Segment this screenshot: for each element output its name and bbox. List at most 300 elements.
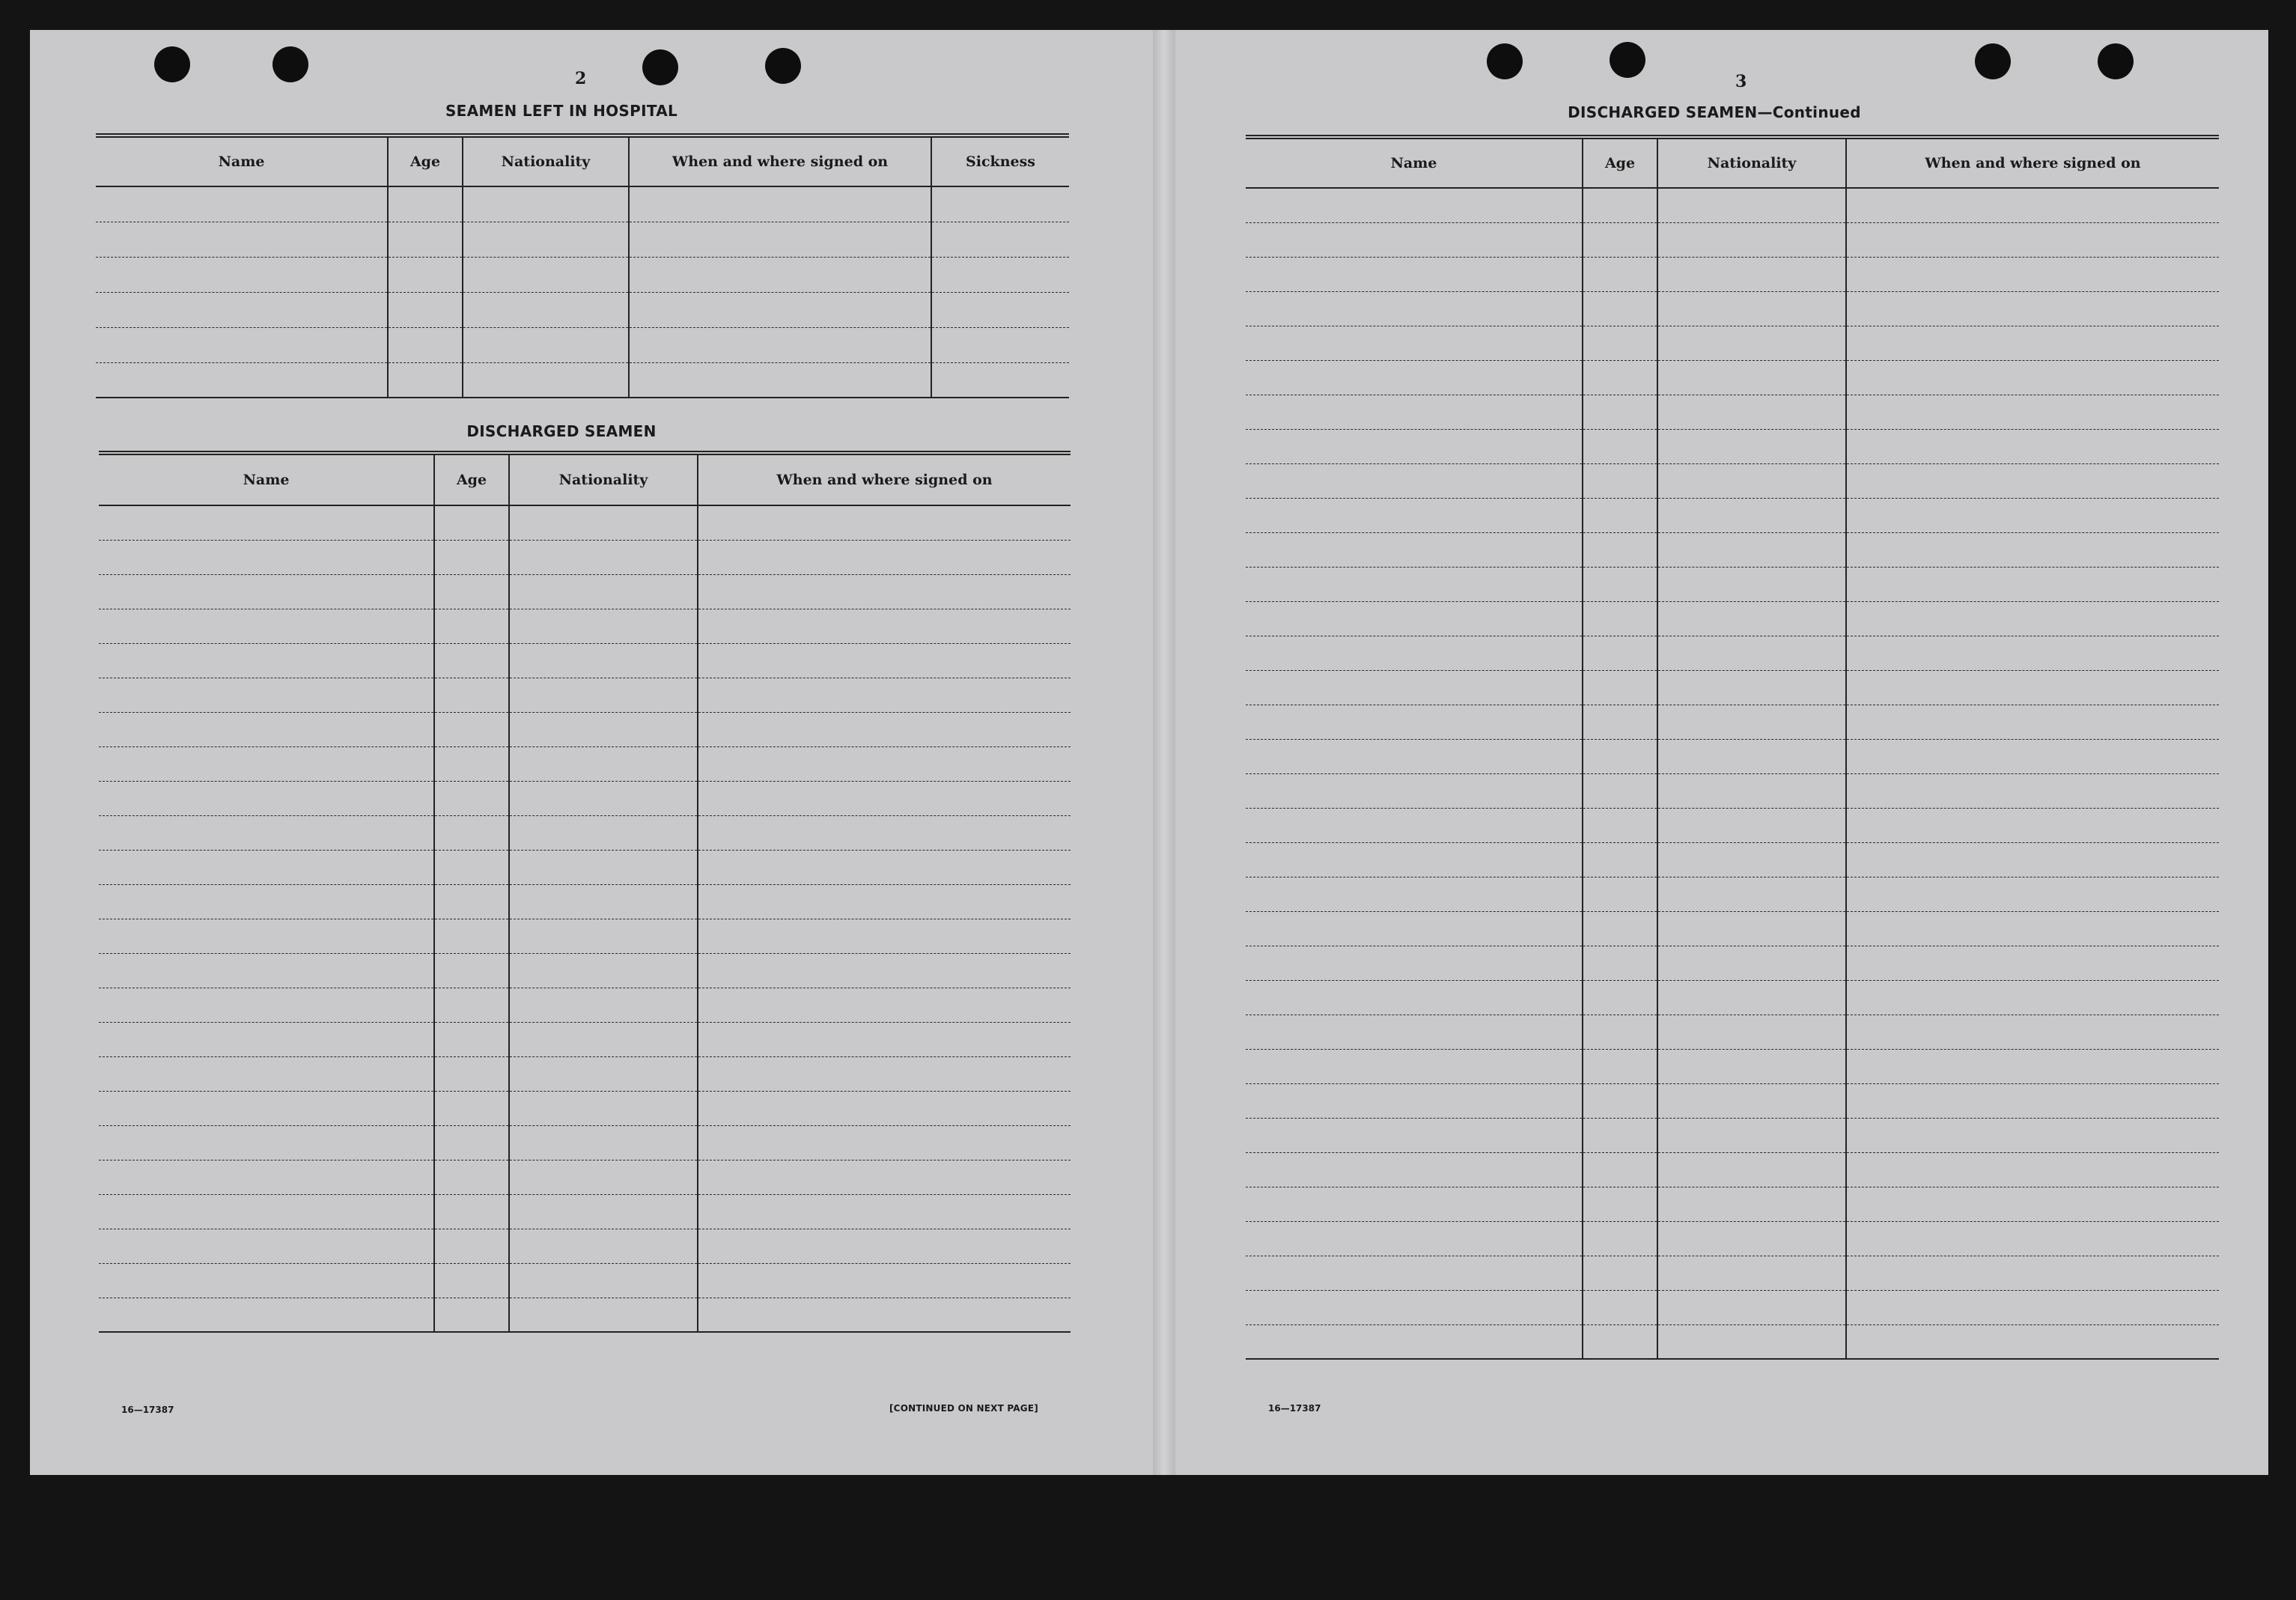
table-cell xyxy=(698,988,1071,1022)
table-cell xyxy=(1657,1290,1846,1324)
table-row xyxy=(99,1125,1071,1160)
table-cell xyxy=(1246,395,1583,429)
table-cell xyxy=(1846,1152,2219,1187)
table-cell xyxy=(1246,222,1583,257)
table-cell xyxy=(1846,429,2219,463)
table-cell xyxy=(509,1091,698,1125)
table-cell xyxy=(99,643,434,678)
table-cell xyxy=(931,362,1069,398)
table-cell xyxy=(1846,1015,2219,1049)
table-cell xyxy=(1246,1015,1583,1049)
table-cell xyxy=(1846,739,2219,773)
table-cell xyxy=(99,781,434,815)
table-cell xyxy=(434,988,509,1022)
table-cell xyxy=(99,1194,434,1229)
right-page xyxy=(1175,30,2268,1475)
punch-hole-icon xyxy=(642,49,678,85)
table-cell xyxy=(99,574,434,609)
table-cell xyxy=(1246,877,1583,911)
table-cell xyxy=(1846,1118,2219,1152)
table-cell xyxy=(1583,429,1657,463)
table-cell xyxy=(99,1091,434,1125)
table-row xyxy=(99,540,1071,574)
table-cell xyxy=(1657,429,1846,463)
table-cell xyxy=(1657,946,1846,980)
table-cell xyxy=(1846,1324,2219,1359)
column-header-nationality: Nationality xyxy=(463,136,629,186)
table-cell xyxy=(931,257,1069,292)
table-cell xyxy=(509,1125,698,1160)
table-cell xyxy=(1657,739,1846,773)
table-cell xyxy=(1583,188,1657,222)
table-cell xyxy=(1583,1221,1657,1256)
table-row xyxy=(96,362,1069,398)
scanned-document xyxy=(30,30,2268,1475)
table-cell xyxy=(1846,532,2219,567)
table-cell xyxy=(1246,773,1583,808)
table-cell xyxy=(1657,705,1846,739)
table-row xyxy=(99,953,1071,988)
table-cell xyxy=(388,186,463,222)
table-cell xyxy=(1846,980,2219,1015)
table-cell xyxy=(1846,498,2219,532)
discharged-table xyxy=(99,451,1071,1333)
table-cell xyxy=(1583,808,1657,842)
table-cell xyxy=(698,1056,1071,1091)
table-row xyxy=(99,1298,1071,1332)
table-cell xyxy=(434,1022,509,1056)
table-cell xyxy=(1846,911,2219,946)
table-cell xyxy=(931,186,1069,222)
table-cell xyxy=(931,292,1069,327)
table-row xyxy=(96,186,1069,222)
table-cell xyxy=(1583,1187,1657,1221)
table-row xyxy=(99,1022,1071,1056)
table-cell xyxy=(509,1298,698,1332)
table-cell xyxy=(1246,1152,1583,1187)
table-cell xyxy=(1846,1049,2219,1083)
table-cell xyxy=(509,643,698,678)
table-cell xyxy=(1583,842,1657,877)
column-header-age: Age xyxy=(434,453,509,505)
table-cell xyxy=(434,884,509,919)
table-cell xyxy=(1846,705,2219,739)
table-cell xyxy=(1583,1118,1657,1152)
table-row xyxy=(99,505,1071,540)
table-cell xyxy=(1846,1256,2219,1290)
table-cell xyxy=(1246,188,1583,222)
table-cell xyxy=(434,712,509,746)
table-cell xyxy=(1846,188,2219,222)
table-row xyxy=(99,574,1071,609)
table-row xyxy=(1246,1083,2219,1118)
table-cell xyxy=(1846,326,2219,360)
table-row xyxy=(99,1091,1071,1125)
table-cell xyxy=(1583,291,1657,326)
table-cell xyxy=(99,1160,434,1194)
table-cell xyxy=(434,678,509,712)
table-cell xyxy=(698,609,1071,643)
punch-hole-icon xyxy=(154,46,190,82)
table-cell xyxy=(1583,739,1657,773)
table-cell xyxy=(698,953,1071,988)
table-cell xyxy=(1657,1015,1846,1049)
table-cell xyxy=(698,574,1071,609)
table-cell xyxy=(1246,532,1583,567)
table-cell xyxy=(509,1160,698,1194)
table-cell xyxy=(509,678,698,712)
table-row xyxy=(1246,188,2219,222)
table-cell xyxy=(509,1263,698,1298)
table-cell xyxy=(1846,842,2219,877)
table-cell xyxy=(1657,601,1846,636)
table-cell xyxy=(698,1160,1071,1194)
table-cell xyxy=(99,678,434,712)
table-row xyxy=(99,781,1071,815)
table-cell xyxy=(1583,601,1657,636)
table-row xyxy=(1246,463,2219,498)
table-cell xyxy=(99,919,434,953)
table-cell xyxy=(434,919,509,953)
table-row xyxy=(1246,1256,2219,1290)
table-cell xyxy=(388,222,463,257)
table-cell xyxy=(1246,326,1583,360)
table-cell xyxy=(1846,601,2219,636)
table-row xyxy=(96,327,1069,362)
table-cell xyxy=(1657,360,1846,395)
table-row xyxy=(99,850,1071,884)
column-header-nationality: Nationality xyxy=(509,453,698,505)
table-cell xyxy=(434,505,509,540)
table-cell xyxy=(698,1229,1071,1263)
table-cell xyxy=(1246,842,1583,877)
table-cell xyxy=(1246,601,1583,636)
continued-note: [CONTINUED ON NEXT PAGE] xyxy=(889,1403,1038,1414)
table-cell xyxy=(1583,946,1657,980)
table-cell xyxy=(96,186,388,222)
table-row xyxy=(96,292,1069,327)
table-cell xyxy=(388,362,463,398)
table-row xyxy=(1246,636,2219,670)
table-row xyxy=(1246,842,2219,877)
discharged-continued-table xyxy=(1246,135,2219,1360)
table-cell xyxy=(1583,1290,1657,1324)
table-cell xyxy=(698,1298,1071,1332)
table-row xyxy=(99,1056,1071,1091)
table-cell xyxy=(1657,1118,1846,1152)
table-cell xyxy=(1583,705,1657,739)
table-cell xyxy=(1657,670,1846,705)
table-cell xyxy=(1846,1083,2219,1118)
table-cell xyxy=(509,781,698,815)
table-row xyxy=(1246,705,2219,739)
table-cell xyxy=(509,815,698,850)
table-cell xyxy=(99,1263,434,1298)
table-row xyxy=(1246,808,2219,842)
table-cell xyxy=(1657,808,1846,842)
table-row xyxy=(1246,498,2219,532)
table-cell xyxy=(1246,670,1583,705)
table-row xyxy=(99,746,1071,781)
table-cell xyxy=(1246,1049,1583,1083)
table-row xyxy=(96,257,1069,292)
table-cell xyxy=(434,609,509,643)
table-row xyxy=(99,988,1071,1022)
table-cell xyxy=(1846,257,2219,291)
table-cell xyxy=(698,1194,1071,1229)
table-row xyxy=(1246,291,2219,326)
table-cell xyxy=(698,505,1071,540)
table-cell xyxy=(1657,1221,1846,1256)
table-cell xyxy=(1657,1049,1846,1083)
column-header-age: Age xyxy=(388,136,463,186)
table-cell xyxy=(96,222,388,257)
punch-hole-icon xyxy=(1487,43,1523,79)
table-cell xyxy=(509,1229,698,1263)
table-cell xyxy=(1246,429,1583,463)
table-cell xyxy=(1246,1118,1583,1152)
page-number: 3 xyxy=(1735,72,1747,91)
table-cell xyxy=(1246,980,1583,1015)
table-cell xyxy=(1246,1290,1583,1324)
table-cell xyxy=(509,712,698,746)
table-row xyxy=(99,643,1071,678)
table-row xyxy=(1246,1221,2219,1256)
table-cell xyxy=(1657,532,1846,567)
table-cell xyxy=(1583,980,1657,1015)
table-cell xyxy=(1657,498,1846,532)
table-cell xyxy=(1246,1256,1583,1290)
table-row xyxy=(1246,1152,2219,1187)
table-cell xyxy=(96,327,388,362)
table-cell xyxy=(1583,1049,1657,1083)
table-row xyxy=(1246,1187,2219,1221)
table-cell xyxy=(1583,911,1657,946)
punch-hole-icon xyxy=(1975,43,2011,79)
column-header-name: Name xyxy=(96,136,388,186)
table-cell xyxy=(698,919,1071,953)
table-cell xyxy=(463,222,629,257)
table-cell xyxy=(1583,1083,1657,1118)
table-row xyxy=(99,884,1071,919)
table-cell xyxy=(1583,670,1657,705)
form-number: 16—17387 xyxy=(1268,1403,1321,1414)
table-cell xyxy=(99,1056,434,1091)
column-header-signed-on: When and where signed on xyxy=(629,136,931,186)
table-cell xyxy=(698,678,1071,712)
table-row xyxy=(1246,1015,2219,1049)
table-cell xyxy=(434,1298,509,1332)
table-row xyxy=(1246,1290,2219,1324)
table-cell xyxy=(434,1263,509,1298)
table-row xyxy=(99,678,1071,712)
table-row xyxy=(99,609,1071,643)
table-cell xyxy=(463,362,629,398)
table-cell xyxy=(99,540,434,574)
table-cell xyxy=(1583,463,1657,498)
table-cell xyxy=(1583,1324,1657,1359)
table-row xyxy=(99,1263,1071,1298)
table-cell xyxy=(434,643,509,678)
table-cell xyxy=(99,1298,434,1332)
column-header-signed-on: When and where signed on xyxy=(698,453,1071,505)
table-cell xyxy=(434,850,509,884)
table-row xyxy=(1246,429,2219,463)
table-cell xyxy=(1657,1256,1846,1290)
table-cell xyxy=(698,1263,1071,1298)
table-cell xyxy=(1846,773,2219,808)
table-cell xyxy=(1246,1221,1583,1256)
table-cell xyxy=(1846,463,2219,498)
column-header-name: Name xyxy=(1246,137,1583,188)
table-cell xyxy=(1657,188,1846,222)
table-cell xyxy=(99,884,434,919)
punch-hole-icon xyxy=(272,46,308,82)
table-row xyxy=(1246,946,2219,980)
table-row xyxy=(1246,395,2219,429)
table-cell xyxy=(1583,395,1657,429)
table-cell xyxy=(629,257,931,292)
table-row xyxy=(1246,1324,2219,1359)
table-cell xyxy=(1246,911,1583,946)
table-row xyxy=(1246,670,2219,705)
table-cell xyxy=(698,1091,1071,1125)
table-cell xyxy=(1846,360,2219,395)
table-cell xyxy=(1846,1221,2219,1256)
table-cell xyxy=(1583,257,1657,291)
table-row xyxy=(99,712,1071,746)
table-row xyxy=(99,1160,1071,1194)
table-cell xyxy=(698,1022,1071,1056)
table-cell xyxy=(1246,463,1583,498)
table-row xyxy=(1246,911,2219,946)
table-cell xyxy=(1657,773,1846,808)
table-cell xyxy=(1246,739,1583,773)
table-cell xyxy=(698,540,1071,574)
table-cell xyxy=(434,1091,509,1125)
table-cell xyxy=(1246,1324,1583,1359)
table-cell xyxy=(1583,636,1657,670)
table-cell xyxy=(1846,877,2219,911)
table-cell xyxy=(1657,980,1846,1015)
table-cell xyxy=(99,712,434,746)
hospital-table xyxy=(96,133,1069,398)
table-cell xyxy=(1657,1324,1846,1359)
table-cell xyxy=(698,712,1071,746)
table-cell xyxy=(629,362,931,398)
table-cell xyxy=(388,327,463,362)
table-cell xyxy=(1583,773,1657,808)
table-cell xyxy=(1246,705,1583,739)
table-cell xyxy=(1583,498,1657,532)
table-cell xyxy=(388,292,463,327)
table-cell xyxy=(463,292,629,327)
table-cell xyxy=(509,884,698,919)
left-page xyxy=(30,30,1153,1475)
column-header-name: Name xyxy=(99,453,434,505)
table-row xyxy=(1246,601,2219,636)
table-cell xyxy=(1246,291,1583,326)
table-cell xyxy=(509,953,698,988)
table-cell xyxy=(1246,1187,1583,1221)
hospital-heading: SEAMEN LEFT IN HOSPITAL xyxy=(445,102,678,120)
table-row xyxy=(1246,877,2219,911)
table-cell xyxy=(434,781,509,815)
book-gutter xyxy=(1153,30,1175,1475)
page-number: 2 xyxy=(575,69,587,88)
table-cell xyxy=(1246,360,1583,395)
table-cell xyxy=(1846,808,2219,842)
table-cell xyxy=(1583,1015,1657,1049)
table-cell xyxy=(509,540,698,574)
punch-hole-icon xyxy=(765,48,801,84)
table-cell xyxy=(1657,842,1846,877)
table-cell xyxy=(1246,257,1583,291)
table-cell xyxy=(1846,670,2219,705)
table-cell xyxy=(1583,360,1657,395)
table-cell xyxy=(698,1125,1071,1160)
column-header-nationality: Nationality xyxy=(1657,137,1846,188)
table-cell xyxy=(434,1194,509,1229)
table-cell xyxy=(698,884,1071,919)
table-cell xyxy=(463,327,629,362)
table-cell xyxy=(1583,326,1657,360)
table-row xyxy=(99,1229,1071,1263)
table-cell xyxy=(434,815,509,850)
table-cell xyxy=(509,609,698,643)
table-cell xyxy=(1846,567,2219,601)
table-row xyxy=(1246,360,2219,395)
discharged-continued-heading: DISCHARGED SEAMEN—Continued xyxy=(1568,103,1861,121)
table-cell xyxy=(99,953,434,988)
table-cell xyxy=(1657,567,1846,601)
table-row xyxy=(99,919,1071,953)
table-cell xyxy=(629,292,931,327)
table-cell xyxy=(99,505,434,540)
table-cell xyxy=(509,574,698,609)
table-cell xyxy=(434,540,509,574)
table-cell xyxy=(509,1022,698,1056)
table-cell xyxy=(99,1229,434,1263)
table-cell xyxy=(509,746,698,781)
table-row xyxy=(99,815,1071,850)
table-cell xyxy=(1846,291,2219,326)
table-row xyxy=(1246,1049,2219,1083)
table-cell xyxy=(463,186,629,222)
table-row xyxy=(1246,1118,2219,1152)
table-cell xyxy=(434,953,509,988)
table-cell xyxy=(629,327,931,362)
table-cell xyxy=(1846,946,2219,980)
table-cell xyxy=(509,1056,698,1091)
table-cell xyxy=(931,222,1069,257)
table-cell xyxy=(1657,222,1846,257)
table-row xyxy=(1246,567,2219,601)
table-cell xyxy=(434,746,509,781)
table-cell xyxy=(99,1022,434,1056)
table-row xyxy=(1246,980,2219,1015)
table-cell xyxy=(1657,911,1846,946)
table-cell xyxy=(96,292,388,327)
table-cell xyxy=(629,222,931,257)
table-cell xyxy=(1246,1083,1583,1118)
table-cell xyxy=(1846,636,2219,670)
table-cell xyxy=(99,746,434,781)
table-cell xyxy=(99,850,434,884)
table-row xyxy=(99,1194,1071,1229)
table-cell xyxy=(1846,222,2219,257)
table-cell xyxy=(388,257,463,292)
